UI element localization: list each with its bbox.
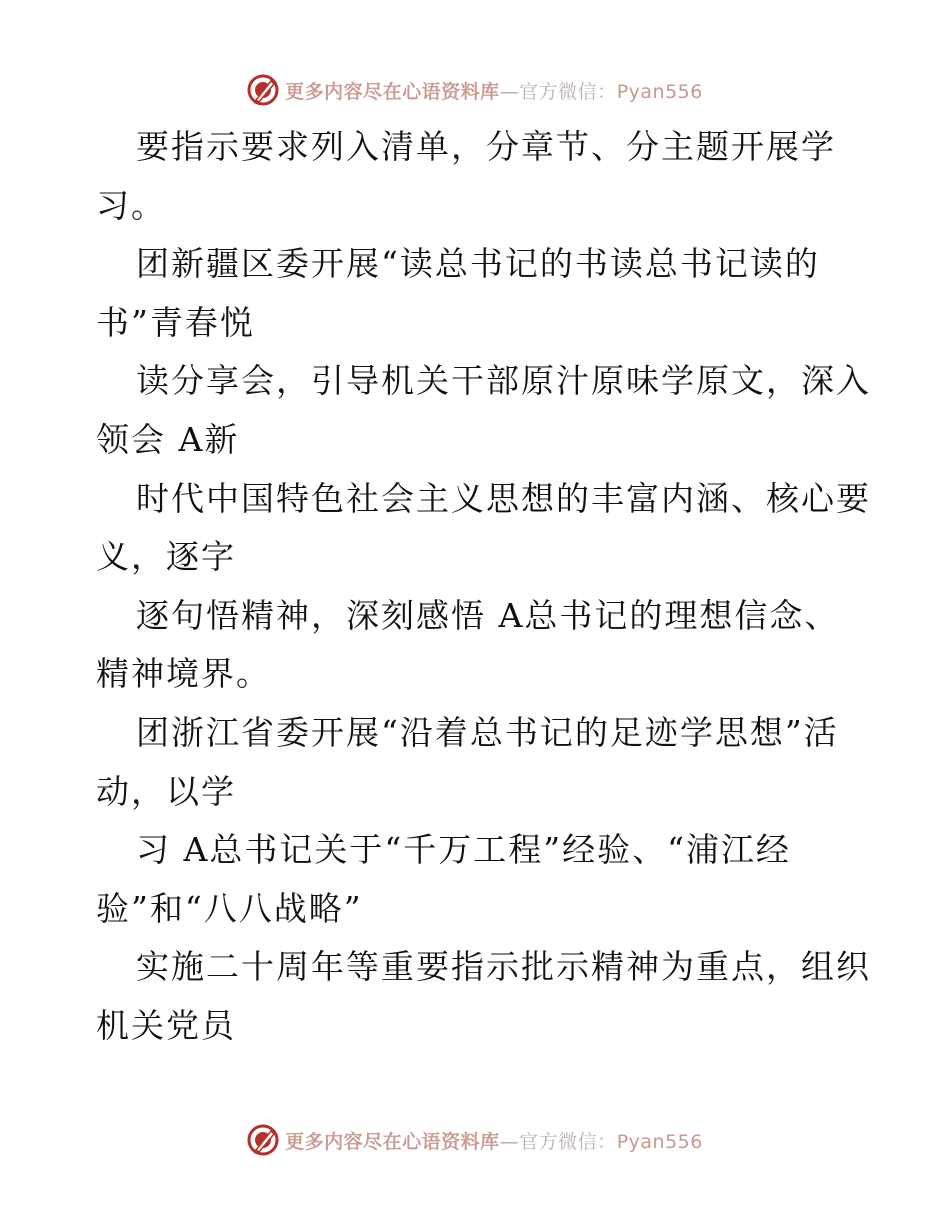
document-body [96, 118, 876, 1056]
paragraph-line: 习。 [96, 185, 166, 225]
paragraph-line: 验”和“八八战略” [96, 888, 363, 928]
header-banner [0, 70, 950, 110]
pen-logo-icon [247, 74, 279, 106]
paragraph-line: 读分享会，引导机关干部原汁原味学原文，深入 [136, 361, 871, 401]
header-banner-text [285, 77, 703, 104]
paragraph-line: 动，以学 [96, 771, 236, 811]
footer-wechat-label: 官方微信： [519, 1130, 617, 1153]
paragraph-line: 团新疆区委开展“读总书记的书读总书记读的 [136, 244, 820, 284]
footer-banner-text [285, 1127, 703, 1154]
footer-wechat-id: Pyan556 [616, 1130, 703, 1153]
pen-logo-icon [247, 1124, 279, 1156]
paragraph-line: 实施二十周年等重要指示批示精神为重点，组织 [136, 947, 871, 987]
paragraph-line: 精神境界。 [96, 654, 271, 694]
footer-banner [0, 1120, 950, 1160]
paragraph-line: 团浙江省委开展“沿着总书记的足迹学思想”活 [136, 712, 839, 752]
header-wechat-id: Pyan556 [616, 80, 703, 103]
paragraph-line: 要指示要求列入清单，分章节、分主题开展学 [136, 127, 836, 166]
paragraph-line: 领会 A新 [96, 419, 240, 459]
paragraph-line: 时代中国特色社会主义思想的丰富内涵、核心要 [136, 478, 871, 518]
paragraph-line: 逐句悟精神，深刻感悟 A总书记的理想信念、 [136, 595, 840, 635]
header-dash: — [499, 80, 520, 103]
paragraph-line: 机关党员 [96, 1005, 236, 1045]
footer-dash: — [499, 1130, 520, 1153]
paragraph-line: 书”青春悦 [96, 302, 255, 342]
paragraph-line: 习 A总书记关于“千万工程”经验、“浦江经 [136, 830, 791, 870]
header-wechat-label: 官方微信： [519, 80, 617, 103]
footer-site-name: 更多内容尽在心语资料库 [285, 1130, 500, 1153]
paragraph-line: 义，逐字 [96, 537, 236, 577]
header-site-name: 更多内容尽在心语资料库 [285, 80, 500, 103]
